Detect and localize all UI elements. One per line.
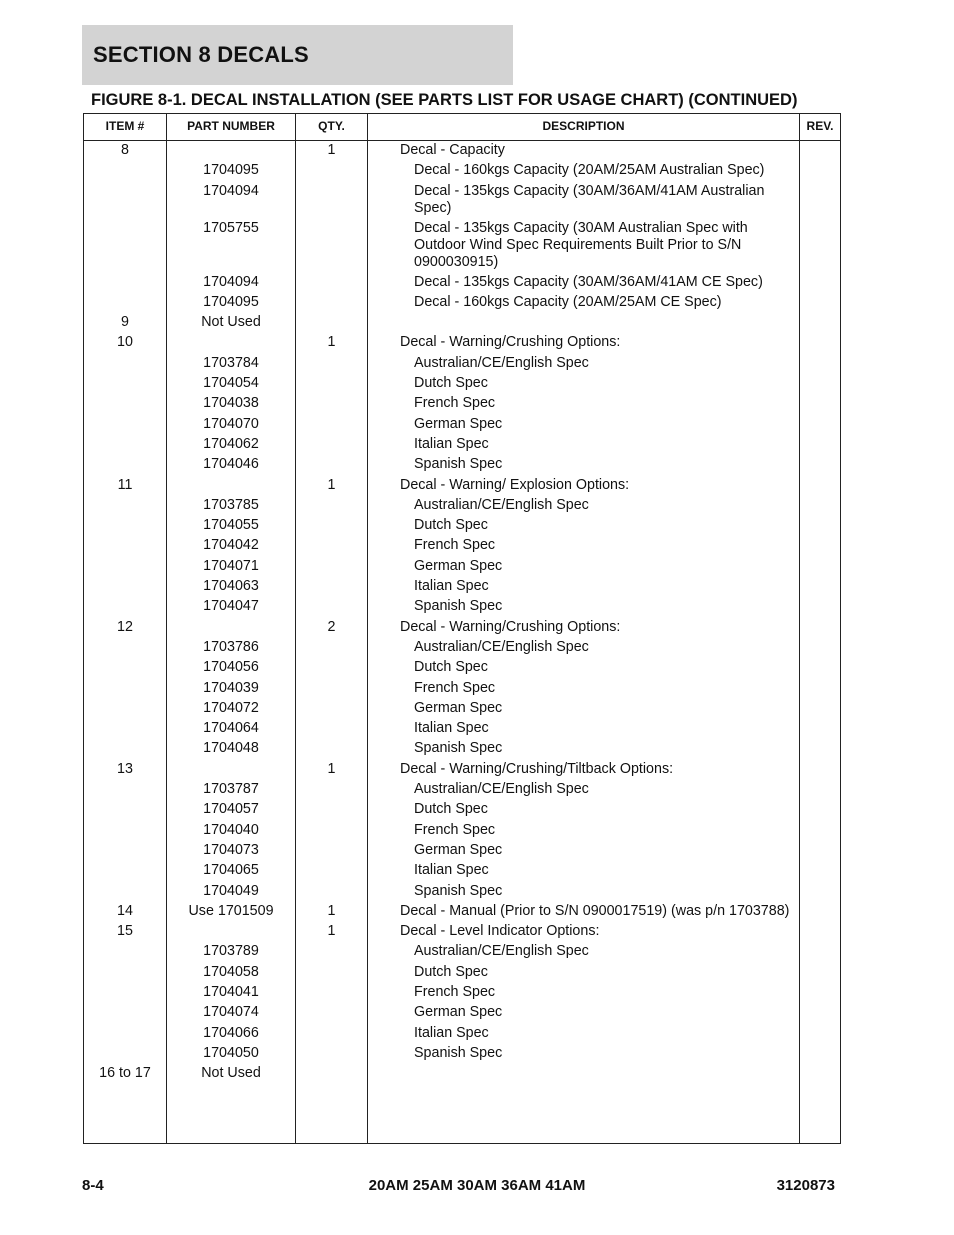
cell-description: German Spec xyxy=(414,1004,503,1021)
table-row xyxy=(84,182,840,219)
footer-doc-number: 3120873 xyxy=(776,1177,835,1194)
cell-part-number: 1704049 xyxy=(203,882,259,899)
cell-part-number: 1704095 xyxy=(203,293,259,310)
cell-part-number: 1704047 xyxy=(203,598,259,615)
cell-part-number: 1704040 xyxy=(203,821,259,838)
table-row xyxy=(84,597,840,617)
table-row xyxy=(84,618,840,638)
table-row xyxy=(84,821,840,841)
footer-models: 20AM 25AM 30AM 36AM 41AM xyxy=(368,1177,586,1194)
header-rev: REV. xyxy=(806,119,834,133)
table-row xyxy=(84,1044,840,1064)
table-row xyxy=(84,141,840,161)
cell-description: Decal - Warning/Crushing Options: xyxy=(400,334,621,351)
figure-title: FIGURE 8-1. DECAL INSTALLATION (SEE PARTS LIST FOR USAGE CHART) (CONTINUED) xyxy=(91,91,798,109)
header-item: ITEM # xyxy=(105,119,145,133)
table-row xyxy=(84,861,840,881)
cell-item: 9 xyxy=(121,314,129,331)
cell-description: Decal - 160kgs Capacity (20AM/25AM Australian Spec) xyxy=(414,162,765,179)
cell-item: 12 xyxy=(117,618,133,635)
cell-part-number: 1704074 xyxy=(203,1004,259,1021)
cell-description: Spanish Spec xyxy=(414,598,503,615)
table-row xyxy=(84,455,840,475)
cell-part-number: 1703784 xyxy=(203,354,259,371)
cell-description: Spanish Spec xyxy=(414,1044,503,1061)
table-row xyxy=(84,374,840,394)
table-row xyxy=(84,333,840,353)
table-row xyxy=(84,354,840,374)
cell-item: 16 to 17 xyxy=(99,1065,151,1082)
table-row xyxy=(84,1003,840,1023)
cell-part-number: 1704062 xyxy=(203,435,259,452)
cell-part-number: 1704046 xyxy=(203,456,259,473)
cell-part-number: 1704095 xyxy=(203,162,259,179)
cell-description: Australian/CE/English Spec xyxy=(414,638,589,655)
cell-item: 15 xyxy=(117,923,133,940)
cell-qty: 2 xyxy=(327,618,336,635)
cell-description: Italian Spec xyxy=(414,862,489,879)
cell-part-number: 1704070 xyxy=(203,415,259,432)
table-row xyxy=(84,415,840,435)
table-row xyxy=(84,800,840,820)
table-row xyxy=(84,658,840,678)
table-row xyxy=(84,435,840,455)
cell-part-number: 1704094 xyxy=(203,273,259,290)
table-row xyxy=(84,739,840,759)
cell-qty: 1 xyxy=(327,476,336,493)
cell-part-number: 1704063 xyxy=(203,578,259,595)
cell-part-number: 1704094 xyxy=(203,182,259,199)
cell-part-number: 1703789 xyxy=(203,943,259,960)
table-header-row xyxy=(84,114,840,141)
cell-part-number: 1704050 xyxy=(203,1044,259,1061)
cell-item: 11 xyxy=(117,476,133,493)
cell-part-number: 1704058 xyxy=(203,963,259,980)
cell-description: Dutch Spec xyxy=(414,375,488,392)
table-row xyxy=(84,536,840,556)
cell-description: Dutch Spec xyxy=(414,517,488,534)
table-row xyxy=(84,983,840,1003)
table-body xyxy=(84,141,840,1084)
table-row xyxy=(84,902,840,922)
table-row xyxy=(84,922,840,942)
cell-part-number: 1704066 xyxy=(203,1024,259,1041)
section-header xyxy=(82,25,513,85)
cell-description: Australian/CE/English Spec xyxy=(414,354,589,371)
cell-part-number: 1704041 xyxy=(203,983,259,1000)
cell-description: Italian Spec xyxy=(414,435,489,452)
table-row xyxy=(84,882,840,902)
cell-part-number: 1704038 xyxy=(203,395,259,412)
cell-part-number: Not Used xyxy=(201,1065,261,1082)
table-row xyxy=(84,1064,840,1084)
cell-description: Italian Spec xyxy=(414,578,489,595)
cell-description: Dutch Spec xyxy=(414,801,488,818)
table-row xyxy=(84,638,840,658)
cell-description: Decal - 135kgs Capacity (30AM/36AM/41AM Australian Spec) xyxy=(414,182,765,216)
cell-description: German Spec xyxy=(414,557,503,574)
header-part-number: PART NUMBER xyxy=(187,119,275,133)
cell-description: German Spec xyxy=(414,699,503,716)
parts-table xyxy=(83,113,841,1144)
cell-qty: 1 xyxy=(327,902,336,919)
cell-part-number: 1704071 xyxy=(203,557,259,574)
table-row xyxy=(84,476,840,496)
table-row xyxy=(84,496,840,516)
cell-part-number: 1703785 xyxy=(203,496,259,513)
table-row xyxy=(84,577,840,597)
cell-part-number: 1704056 xyxy=(203,659,259,676)
cell-part-number: 1704054 xyxy=(203,375,259,392)
cell-item: 14 xyxy=(117,902,133,919)
cell-description: German Spec xyxy=(414,841,503,858)
table-row xyxy=(84,161,840,181)
table-row xyxy=(84,516,840,536)
cell-item: 13 xyxy=(117,760,133,777)
cell-part-number: 1704064 xyxy=(203,720,259,737)
cell-description: Decal - Manual (Prior to S/N 0900017519) (was p/n 1703788) xyxy=(400,902,790,919)
table-row xyxy=(84,780,840,800)
cell-description: Decal - Warning/ Explosion Options: xyxy=(400,476,630,493)
cell-description: Decal - Level Indicator Options: xyxy=(400,923,600,940)
cell-description: Decal - 135kgs Capacity (30AM/36AM/41AM CE Spec) xyxy=(414,273,763,290)
cell-description: Australian/CE/English Spec xyxy=(414,781,589,798)
cell-part-number: 1704065 xyxy=(203,862,259,879)
cell-description: French Spec xyxy=(414,679,496,696)
cell-description: Spanish Spec xyxy=(414,882,503,899)
cell-qty: 1 xyxy=(327,334,336,351)
table-row xyxy=(84,219,840,273)
cell-part-number: 1703787 xyxy=(203,781,259,798)
cell-part-number: 1704073 xyxy=(203,841,259,858)
cell-item: 10 xyxy=(117,334,133,351)
cell-description: French Spec xyxy=(414,983,496,1000)
cell-item: 8 xyxy=(121,142,129,158)
cell-qty: 1 xyxy=(327,760,336,777)
header-qty: QTY. xyxy=(318,119,345,133)
table-row xyxy=(84,313,840,333)
table-row xyxy=(84,719,840,739)
cell-description: French Spec xyxy=(414,821,496,838)
cell-description: French Spec xyxy=(414,537,496,554)
cell-description: Decal - 160kgs Capacity (20AM/25AM CE Spec) xyxy=(414,293,722,310)
cell-description: Italian Spec xyxy=(414,720,489,737)
cell-part-number: 1704072 xyxy=(203,699,259,716)
cell-part-number: Not Used xyxy=(201,314,261,331)
table-row xyxy=(84,841,840,861)
cell-description: Dutch Spec xyxy=(414,659,488,676)
table-row xyxy=(84,557,840,577)
cell-description: Spanish Spec xyxy=(414,740,503,757)
section-title: SECTION 8 DECALS xyxy=(93,42,309,67)
page-number: 8-4 xyxy=(82,1177,104,1194)
cell-qty: 1 xyxy=(327,142,336,158)
table-row xyxy=(84,1024,840,1044)
table-row xyxy=(84,293,840,313)
cell-part-number: 1704039 xyxy=(203,679,259,696)
cell-description: French Spec xyxy=(414,395,496,412)
cell-description: German Spec xyxy=(414,415,503,432)
table-row xyxy=(84,699,840,719)
table-row xyxy=(84,394,840,414)
cell-description: Australian/CE/English Spec xyxy=(414,943,589,960)
cell-part-number: 1704042 xyxy=(203,537,259,554)
cell-part-number: 1705755 xyxy=(203,219,259,236)
table-row xyxy=(84,679,840,699)
cell-part-number: 1704057 xyxy=(203,801,259,818)
cell-description: Decal - 135kgs Capacity (30AM Australian Spec with Outdoor Wind Spec Requirements Built Prior to S/N 0900030915) xyxy=(414,219,748,270)
table-row xyxy=(84,963,840,983)
cell-part-number: 1703786 xyxy=(203,638,259,655)
cell-qty: 1 xyxy=(327,923,336,940)
cell-part-number: 1704055 xyxy=(203,517,259,534)
cell-description: Dutch Spec xyxy=(414,963,488,980)
header-description: DESCRIPTION xyxy=(542,119,625,133)
cell-description: Spanish Spec xyxy=(414,456,503,473)
table-row xyxy=(84,273,840,293)
cell-description: Italian Spec xyxy=(414,1024,489,1041)
cell-part-number: Use 1701509 xyxy=(188,902,274,919)
table-row xyxy=(84,760,840,780)
cell-part-number: 1704048 xyxy=(203,740,259,757)
cell-description: Decal - Warning/Crushing Options: xyxy=(400,618,621,635)
cell-description: Decal - Warning/Crushing/Tiltback Options: xyxy=(400,760,674,777)
cell-description: Australian/CE/English Spec xyxy=(414,496,589,513)
cell-description: Decal - Capacity xyxy=(400,142,505,158)
table-row xyxy=(84,942,840,962)
